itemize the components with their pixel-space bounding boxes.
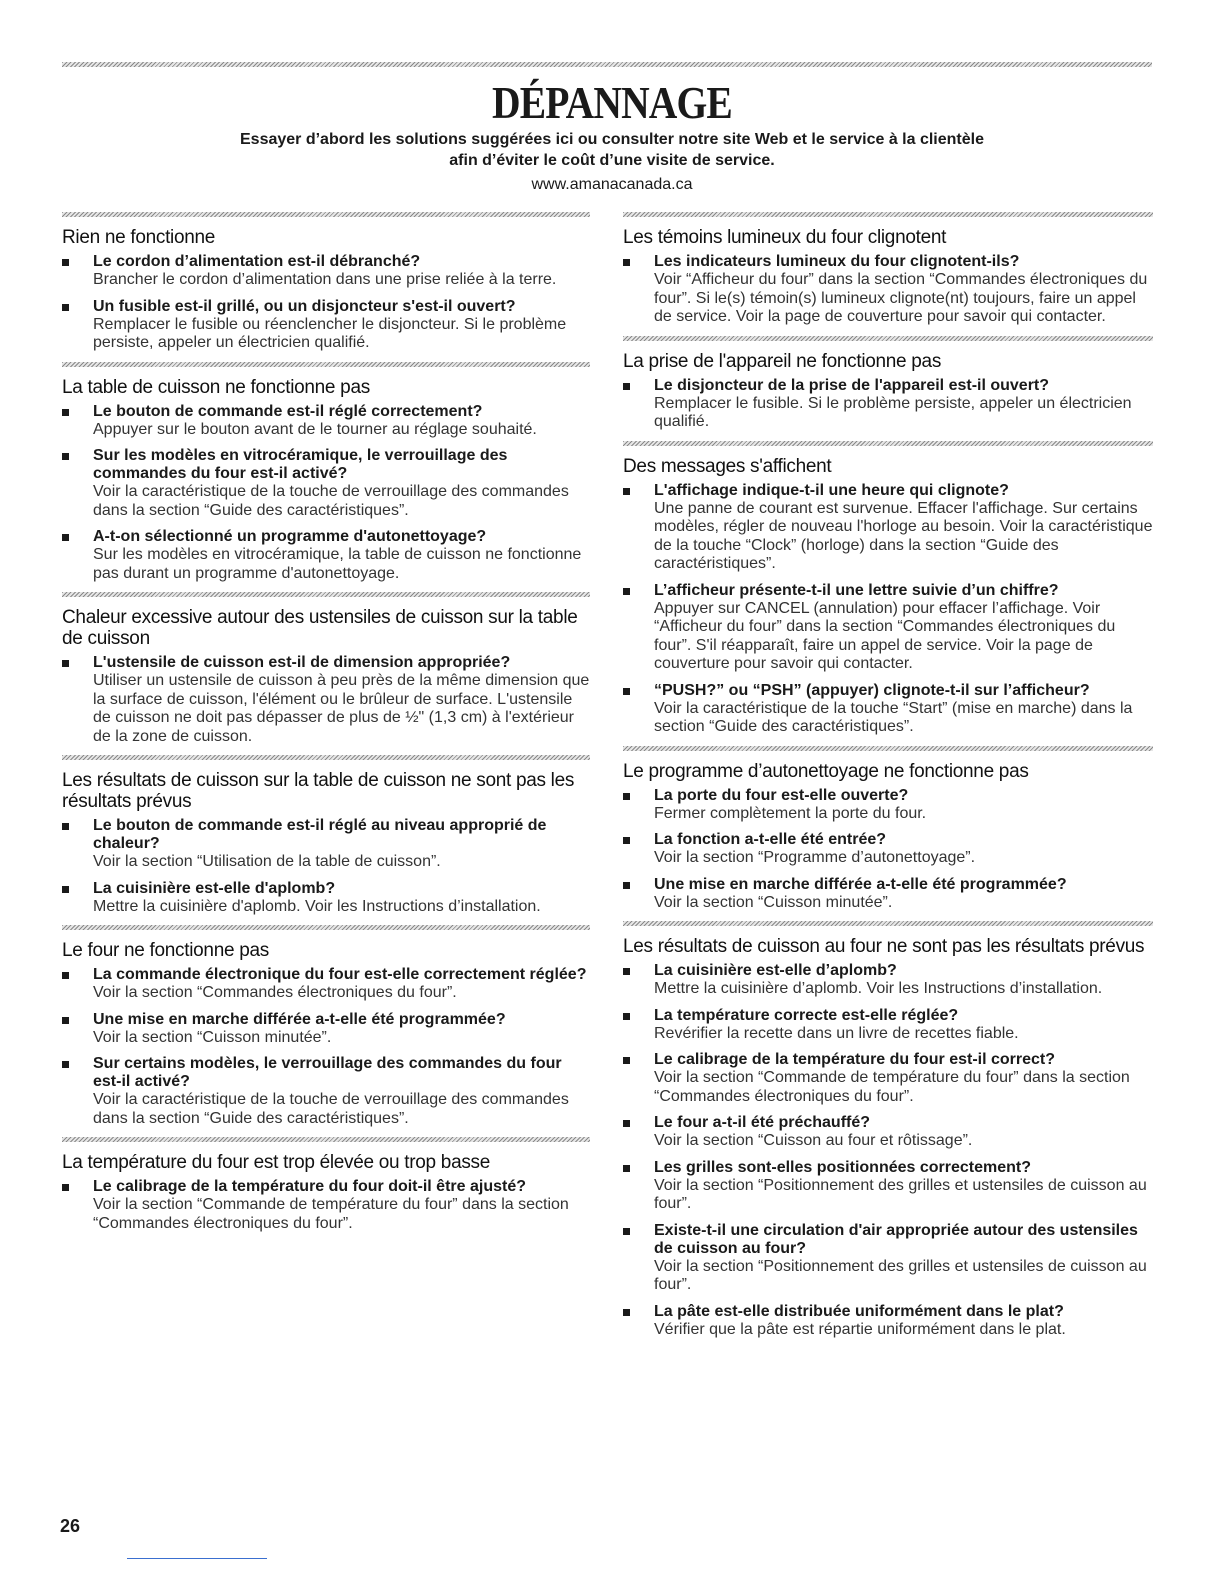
answer-text: Appuyer sur CANCEL (annulation) pour effacer l’affichage. Voir “Afficheur du four” dans la section “Commandes électroniques du four”. S'il réapparaît, faire un appel de service. Voir la page de couverture pour savoir qui contacter. [654, 599, 1116, 672]
square-bullet-icon [623, 1057, 630, 1064]
answer-text: Remplacer le fusible. Si le problème persiste, appeler un électricien qualifié. [654, 394, 1132, 430]
troubleshooting-section [62, 362, 590, 584]
answer-text: Appuyer sur le bouton avant de le tourner au réglage souhaité. [93, 420, 537, 438]
answer-text: Voir la section “Programme d’autonettoyage”. [654, 849, 976, 866]
question-text: Les grilles sont-elles positionnées correctement? [654, 1158, 1031, 1176]
question-text: Sur certains modèles, le verrouillage des commandes du four est-il activé? [93, 1055, 562, 1090]
answer-text: Vérifier que la pâte est répartie uniformément dans le plat. [654, 1320, 1066, 1338]
question-text: La température correcte est-elle réglée? [654, 1006, 959, 1024]
square-bullet-icon [623, 1013, 630, 1020]
answer-text: Mettre la cuisinière d'aplomb. Voir les Instructions d’installation. [93, 897, 541, 915]
troubleshooting-item [62, 1011, 590, 1048]
question-text: L’afficheur présente-t-il une lettre suivie d’un chiffre? [654, 581, 1059, 599]
question-text: La fonction a-t-elle été entrée? [654, 831, 887, 848]
answer-text: Voir la section “Cuisson au four et rôtissage”. [654, 1132, 973, 1149]
square-bullet-icon [62, 453, 69, 460]
answer-text: Mettre la cuisinière d’aplomb. Voir les Instructions d’installation. [654, 980, 1103, 997]
square-bullet-icon [62, 1184, 69, 1191]
troubleshooting-item [62, 966, 590, 1003]
troubleshooting-section [62, 925, 590, 1128]
intro-line-2: afin d’éviter le coût d’une visite de service. [449, 152, 775, 169]
answer-text: Sur les modèles en vitrocéramique, la table de cuisson ne fonctionne pas durant un programme d'autonettoyage. [93, 546, 582, 582]
troubleshooting-item [623, 1303, 1153, 1340]
square-bullet-icon [623, 588, 630, 595]
question-text: Le cordon d’alimentation est-il débranché? [93, 253, 421, 270]
section-title: Rien ne fonctionne [62, 227, 216, 248]
intro-text [0, 129, 1224, 171]
troubleshooting-item [623, 787, 1153, 824]
troubleshooting-item [623, 1222, 1153, 1295]
section-divider [623, 921, 1153, 926]
right-column [623, 212, 1153, 1348]
square-bullet-icon [62, 534, 69, 541]
question-text: Le four a-t-il été préchauffé? [654, 1114, 871, 1131]
question-text: La commande électronique du four est-elle correctement réglée? [93, 966, 587, 983]
top-rule [62, 62, 1152, 67]
section-divider [623, 746, 1153, 751]
troubleshooting-item [623, 962, 1153, 999]
question-text: L'affichage indique-t-il une heure qui clignote? [654, 481, 1009, 499]
troubleshooting-section [62, 1137, 590, 1233]
troubleshooting-item [62, 298, 590, 353]
answer-text: Utiliser un ustensile de cuisson à peu près de la même dimension que la surface de cuisson, l'élément ou le brûleur de surface. L'ustensile de cuisson ne doit pas dépasser de plus de ½" (1,3 cm) à l'extérieur de la zone de cuisson. [93, 672, 590, 745]
square-bullet-icon [623, 1228, 630, 1235]
troubleshooting-item [62, 654, 590, 746]
section-divider [623, 212, 1153, 217]
square-bullet-icon [623, 1165, 630, 1172]
troubleshooting-item [623, 377, 1153, 432]
answer-text: Voir la section “Cuisson minutée”. [93, 1028, 332, 1046]
troubleshooting-item [623, 1114, 1153, 1151]
question-text: Le bouton de commande est-il réglé au niveau approprié de chaleur? [93, 817, 547, 852]
troubleshooting-section [623, 921, 1153, 1339]
answer-text: Voir “Afficheur du four” dans la section “Commandes électroniques du four”. Si le(s) témoin(s) lumineux clignote(nt) toujours, faire un appel de service. Voir la page de couverture pour savoir qui contacter. [654, 271, 1148, 325]
troubleshooting-item [62, 880, 590, 917]
square-bullet-icon [62, 886, 69, 893]
question-text: Sur les modèles en vitrocéramique, le verrouillage des commandes du four est-il activé? [93, 447, 508, 482]
page-title: DÉPANNAGE [492, 77, 732, 128]
answer-text: Voir la caractéristique de la touche de verrouillage des commandes dans la section “Guide des caractéristiques”. [93, 1091, 569, 1127]
troubleshooting-item [623, 876, 1153, 913]
answer-text: Fermer complètement la porte du four. [654, 804, 927, 822]
question-text: Existe-t-il une circulation d'air appropriée autour des ustensiles de cuisson au four? [654, 1221, 1138, 1257]
question-text: Les indicateurs lumineux du four clignotent-ils? [654, 253, 1020, 270]
troubleshooting-section [62, 592, 590, 746]
answer-text: Voir la section “Utilisation de la table de cuisson”. [93, 853, 441, 870]
question-text: La cuisinière est-elle d'aplomb? [93, 879, 336, 897]
troubleshooting-section [62, 212, 590, 353]
section-title: Les résultats de cuisson au four ne sont pas les résultats prévus [623, 936, 1145, 957]
section-title: La table de cuisson ne fonctionne pas [62, 376, 370, 398]
square-bullet-icon [62, 1061, 69, 1068]
square-bullet-icon [623, 1120, 630, 1127]
troubleshooting-item [62, 1178, 590, 1233]
section-title: Chaleur excessive autour des ustensiles de cuisson sur la table de cuisson [62, 607, 578, 649]
troubleshooting-item [62, 528, 590, 583]
troubleshooting-item [623, 831, 1153, 868]
section-divider [623, 336, 1153, 341]
section-title: Les témoins lumineux du four clignotent [623, 227, 947, 248]
section-divider [62, 212, 590, 217]
section-divider [62, 925, 590, 930]
square-bullet-icon [623, 383, 630, 390]
question-text: La pâte est-elle distribuée uniformément dans le plat? [654, 1302, 1064, 1320]
troubleshooting-item [623, 1159, 1153, 1214]
section-divider [62, 592, 590, 597]
section-divider [623, 441, 1153, 446]
question-text: L'ustensile de cuisson est-il de dimension appropriée? [93, 654, 511, 671]
square-bullet-icon [62, 660, 69, 667]
question-text: Le bouton de commande est-il réglé correctement? [93, 402, 483, 420]
question-text: Le calibrage de la température du four est-il correct? [654, 1051, 1055, 1068]
square-bullet-icon [62, 823, 69, 830]
section-title: Le four ne fonctionne pas [62, 940, 269, 961]
section-title: Le programme d’autonettoyage ne fonctionne pas [623, 760, 1029, 782]
troubleshooting-item [62, 447, 590, 520]
answer-text: Voir la caractéristique de la touche de verrouillage des commandes dans la section “Guide des caractéristiques”. [93, 483, 569, 519]
square-bullet-icon [623, 837, 630, 844]
square-bullet-icon [62, 259, 69, 266]
troubleshooting-item [62, 253, 590, 290]
section-divider [62, 1137, 590, 1142]
square-bullet-icon [623, 882, 630, 889]
section-divider [62, 362, 590, 367]
answer-text: Une panne de courant est survenue. Effacer l'affichage. Sur certains modèles, régler de nouveau l'horloge au besoin. Voir la caractéristique de la touche “Clock” (horloge) dans la section “Guide des caractéristiques”. [654, 499, 1153, 572]
answer-text: Voir la section “Positionnement des grilles et ustensiles de cuisson au four”. [654, 1257, 1147, 1293]
question-text: Le disjoncteur de la prise de l'appareil est-il ouvert? [654, 376, 1050, 394]
troubleshooting-section [623, 336, 1153, 432]
answer-text: Revérifier la recette dans un livre de recettes fiable. [654, 1024, 1019, 1042]
answer-text: Voir la section “Commandes électroniques du four”. [93, 984, 457, 1001]
question-text: Une mise en marche différée a-t-elle été programmée? [654, 875, 1067, 893]
square-bullet-icon [62, 304, 69, 311]
answer-text: Voir la section “Cuisson minutée”. [654, 893, 893, 911]
square-bullet-icon [623, 1309, 630, 1316]
answer-text: Brancher le cordon d’alimentation dans une prise reliée à la terre. [93, 271, 557, 288]
troubleshooting-section [62, 755, 590, 916]
square-bullet-icon [623, 793, 630, 800]
square-bullet-icon [623, 968, 630, 975]
square-bullet-icon [623, 259, 630, 266]
section-title: Les résultats de cuisson sur la table de cuisson ne sont pas les résultats prévus [62, 770, 575, 812]
answer-text: Voir la section “Commande de température du four” dans la section “Commandes électroniques du four”. [93, 1196, 569, 1232]
troubleshooting-section [623, 746, 1153, 913]
answer-text: Voir la section “Positionnement des grilles et ustensiles de cuisson au four”. [654, 1176, 1147, 1212]
website-url: www.amanacanada.ca [531, 176, 693, 193]
section-divider [62, 755, 590, 760]
page-number: 26 [60, 1516, 81, 1536]
answer-text: Remplacer le fusible ou réenclencher le disjoncteur. Si le problème persiste, appeler un électricien qualifié. [93, 315, 567, 351]
square-bullet-icon [62, 972, 69, 979]
troubleshooting-item [62, 817, 590, 872]
troubleshooting-section [623, 212, 1153, 327]
intro-line-1: Essayer d’abord les solutions suggérées ici ou consulter notre site Web et le service à la clientèle [240, 131, 984, 148]
troubleshooting-item [623, 482, 1153, 574]
square-bullet-icon [623, 488, 630, 495]
answer-text: Voir la section “Commande de température du four” dans la section “Commandes électroniques du four”. [654, 1069, 1130, 1105]
question-text: La cuisinière est-elle d’aplomb? [654, 962, 897, 979]
section-title: La prise de l'appareil ne fonctionne pas [623, 350, 942, 372]
question-text: A-t-on sélectionné un programme d'autonettoyage? [93, 528, 487, 545]
troubleshooting-item [623, 682, 1153, 737]
square-bullet-icon [62, 1017, 69, 1024]
question-text: Un fusible est-il grillé, ou un disjoncteur s'est-il ouvert? [93, 297, 516, 315]
question-text: Le calibrage de la température du four doit-il être ajusté? [93, 1178, 526, 1195]
left-column [62, 212, 590, 1242]
square-bullet-icon [623, 688, 630, 695]
troubleshooting-item [623, 253, 1153, 327]
answer-text: Voir la caractéristique de la touche “Start” (mise en marche) dans la section “Guide des caractéristiques”. [654, 699, 1133, 735]
troubleshooting-item [623, 582, 1153, 674]
troubleshooting-section [623, 441, 1153, 737]
troubleshooting-item [62, 1055, 590, 1128]
troubleshooting-item [62, 403, 590, 440]
question-text: “PUSH?” ou “PSH” (appuyer) clignote-t-il sur l’afficheur? [654, 681, 1090, 699]
question-text: Une mise en marche différée a-t-elle été programmée? [93, 1010, 506, 1028]
section-title: La température du four est trop élevée ou trop basse [62, 1152, 491, 1173]
question-text: La porte du four est-elle ouverte? [654, 786, 909, 804]
troubleshooting-item [623, 1007, 1153, 1044]
square-bullet-icon [62, 409, 69, 416]
section-title: Des messages s'affichent [623, 455, 832, 477]
troubleshooting-item [623, 1051, 1153, 1106]
footer-link-line [127, 1558, 267, 1559]
